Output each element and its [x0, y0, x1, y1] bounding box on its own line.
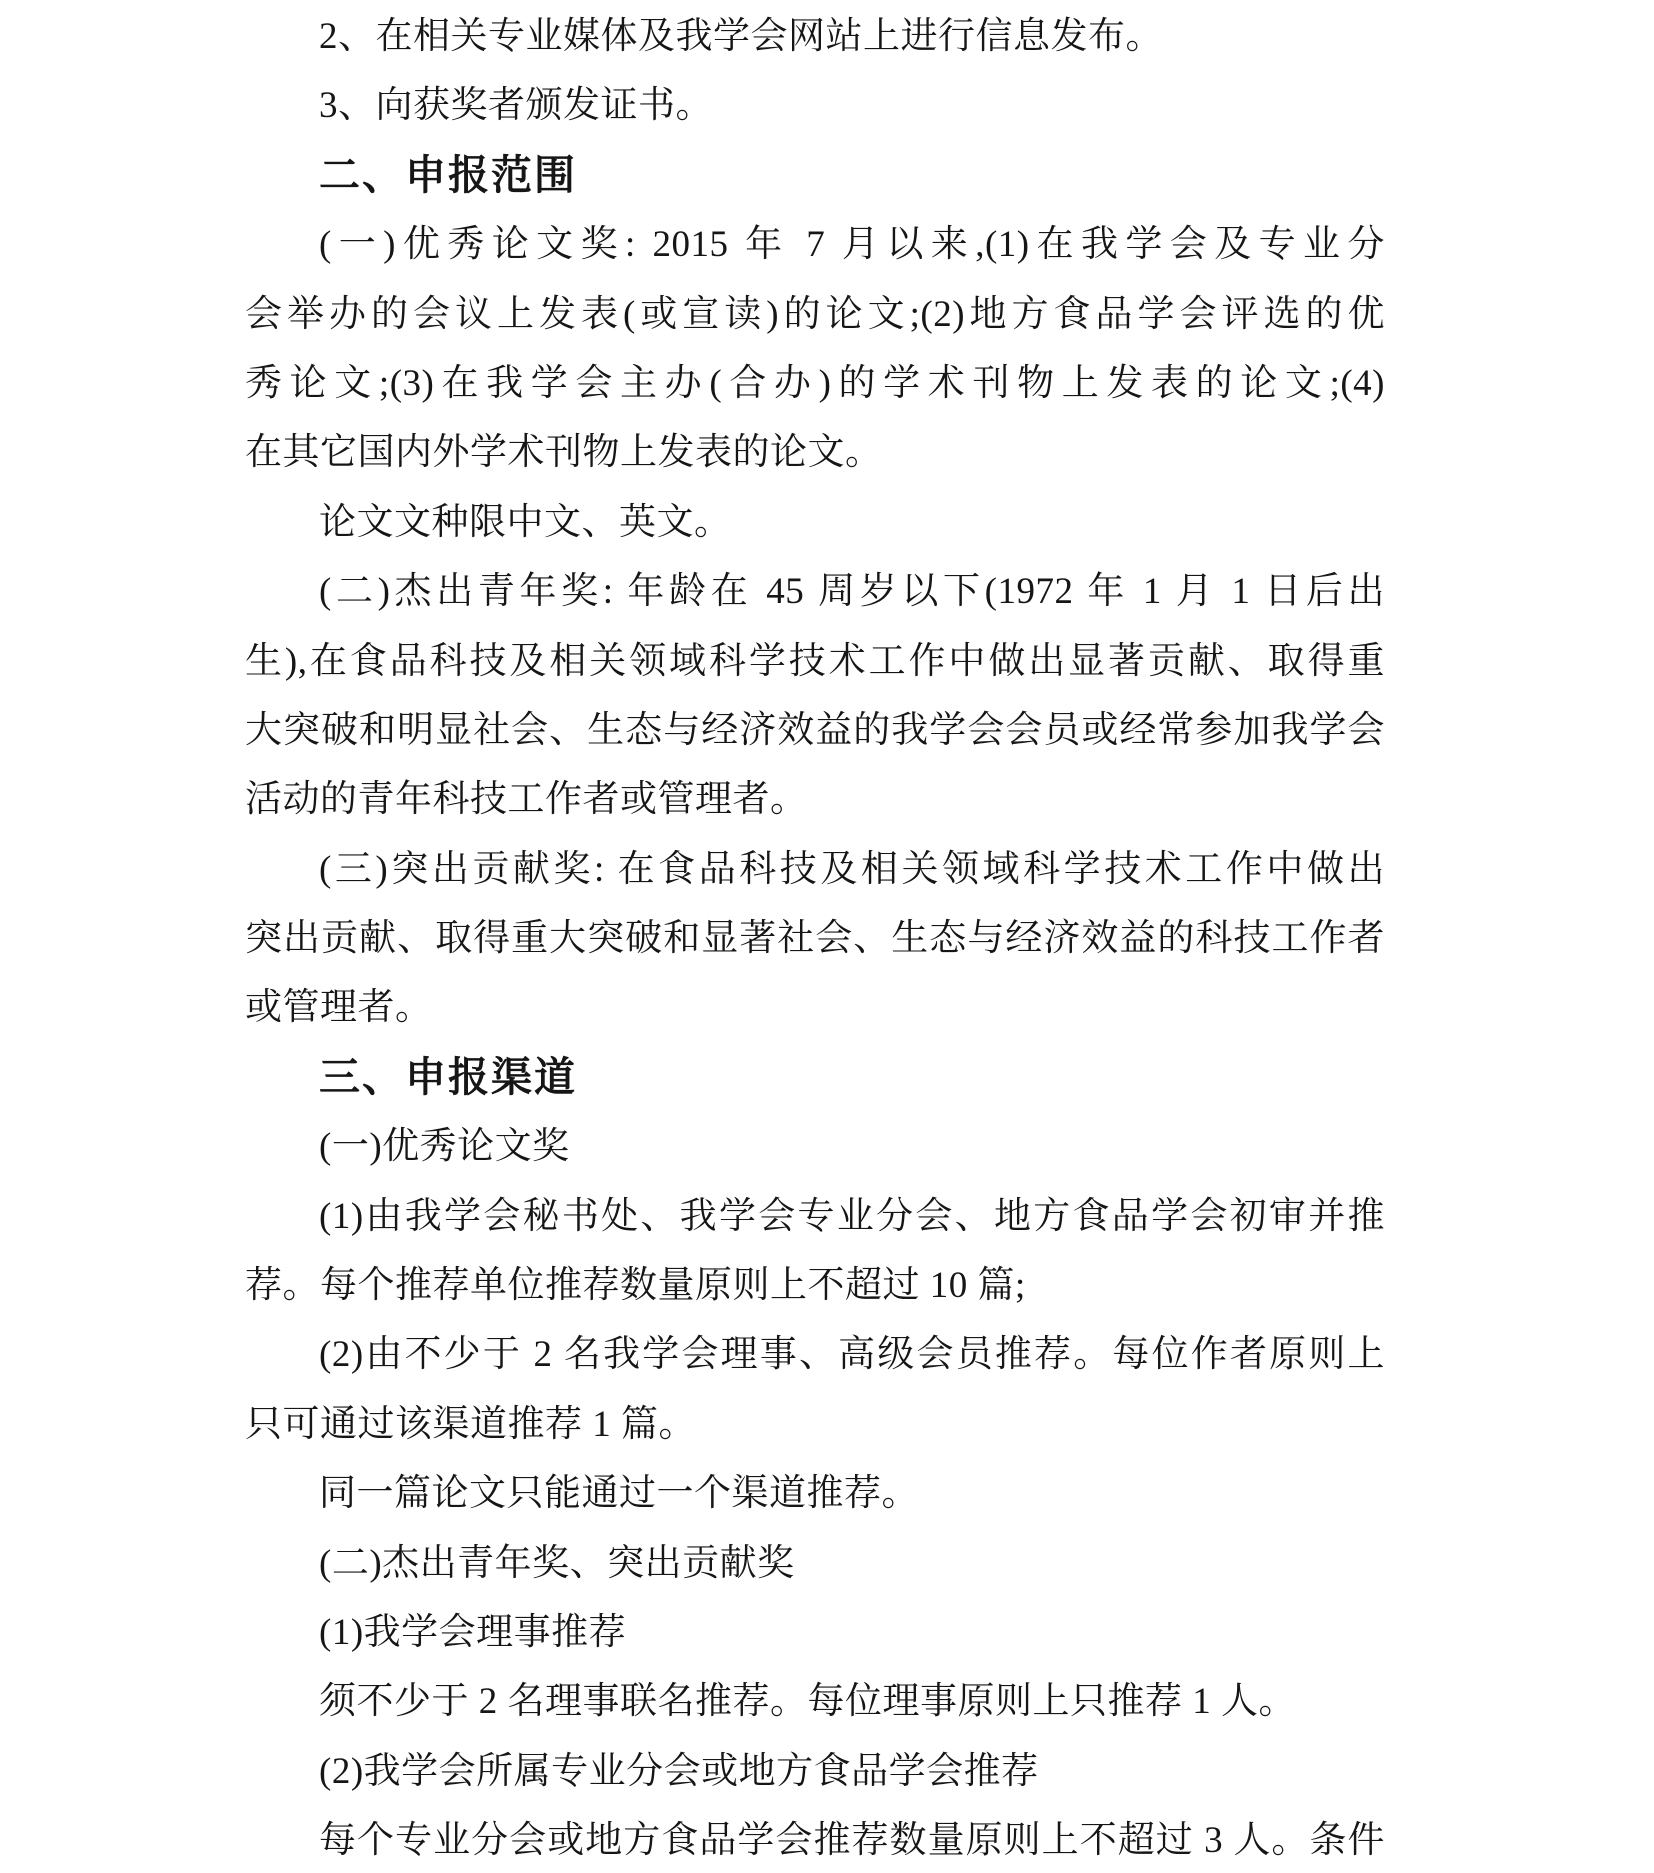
text-line: 秀论文;(3)在我学会主办(合办)的学术刊物上发表的论文;(4) [245, 362, 1385, 404]
text-line: (二)杰出青年奖、突出贡献奖 [319, 1542, 795, 1584]
text-line: 论文文种限中文、英文。 [319, 501, 732, 543]
text-line: (2)我学会所属专业分会或地方食品学会推荐 [319, 1750, 1039, 1792]
text-line: (1)我学会理事推荐 [319, 1611, 627, 1653]
text-line: 荐。每个推荐单位推荐数量原则上不超过 10 篇; [245, 1265, 1026, 1307]
text-line: (二)杰出青年奖: 年龄在 45 周岁以下(1972 年 1 月 1 日后出 [319, 571, 1385, 613]
text-line: 在其它国内外学术刊物上发表的论文。 [245, 432, 883, 474]
text-line: 活动的青年科技工作者或管理者。 [245, 779, 808, 821]
text-line: (一)优秀论文奖: 2015 年 7 月以来,(1)在我学会及专业分 [319, 224, 1385, 266]
text-line: (三)突出贡献奖: 在食品科技及相关领域科学技术工作中做出 [319, 848, 1385, 890]
text-line: (一)优秀论文奖 [319, 1126, 570, 1168]
text-line: 每个专业分会或地方食品学会推荐数量原则上不超过 3 人。条件 [319, 1820, 1385, 1862]
text-line: 同一篇论文只能通过一个渠道推荐。 [319, 1473, 919, 1515]
text-line: 3、向获奖者颁发证书。 [319, 85, 713, 127]
text-line: (2)由不少于 2 名我学会理事、高级会员推荐。每位作者原则上 [319, 1334, 1385, 1376]
text-line: 大突破和明显社会、生态与经济效益的我学会会员或经常参加我学会 [245, 709, 1385, 751]
text-line: 或管理者。 [245, 987, 433, 1029]
section-heading: 二、申报范围 [319, 151, 577, 198]
text-line: 2、在相关专业媒体及我学会网站上进行信息发布。 [319, 16, 1163, 57]
document-body [245, 2, 1385, 1873]
text-line: 突出贡献、取得重大突破和显著社会、生态与经济效益的科技工作者 [245, 918, 1385, 960]
text-line: (1)由我学会秘书处、我学会专业分会、地方食品学会初审并推 [319, 1195, 1385, 1237]
text-line: 只可通过该渠道推荐 1 篇。 [245, 1403, 696, 1445]
text-line: 会举办的会议上发表(或宣读)的论文;(2)地方食品学会评选的优 [245, 293, 1385, 335]
text-line: 生),在食品科技及相关领域科学技术工作中做出显著贡献、取得重 [245, 640, 1385, 682]
text-line: 须不少于 2 名理事联名推荐。每位理事原则上只推荐 1 人。 [319, 1681, 1296, 1723]
section-heading: 三、申报渠道 [319, 1053, 577, 1100]
